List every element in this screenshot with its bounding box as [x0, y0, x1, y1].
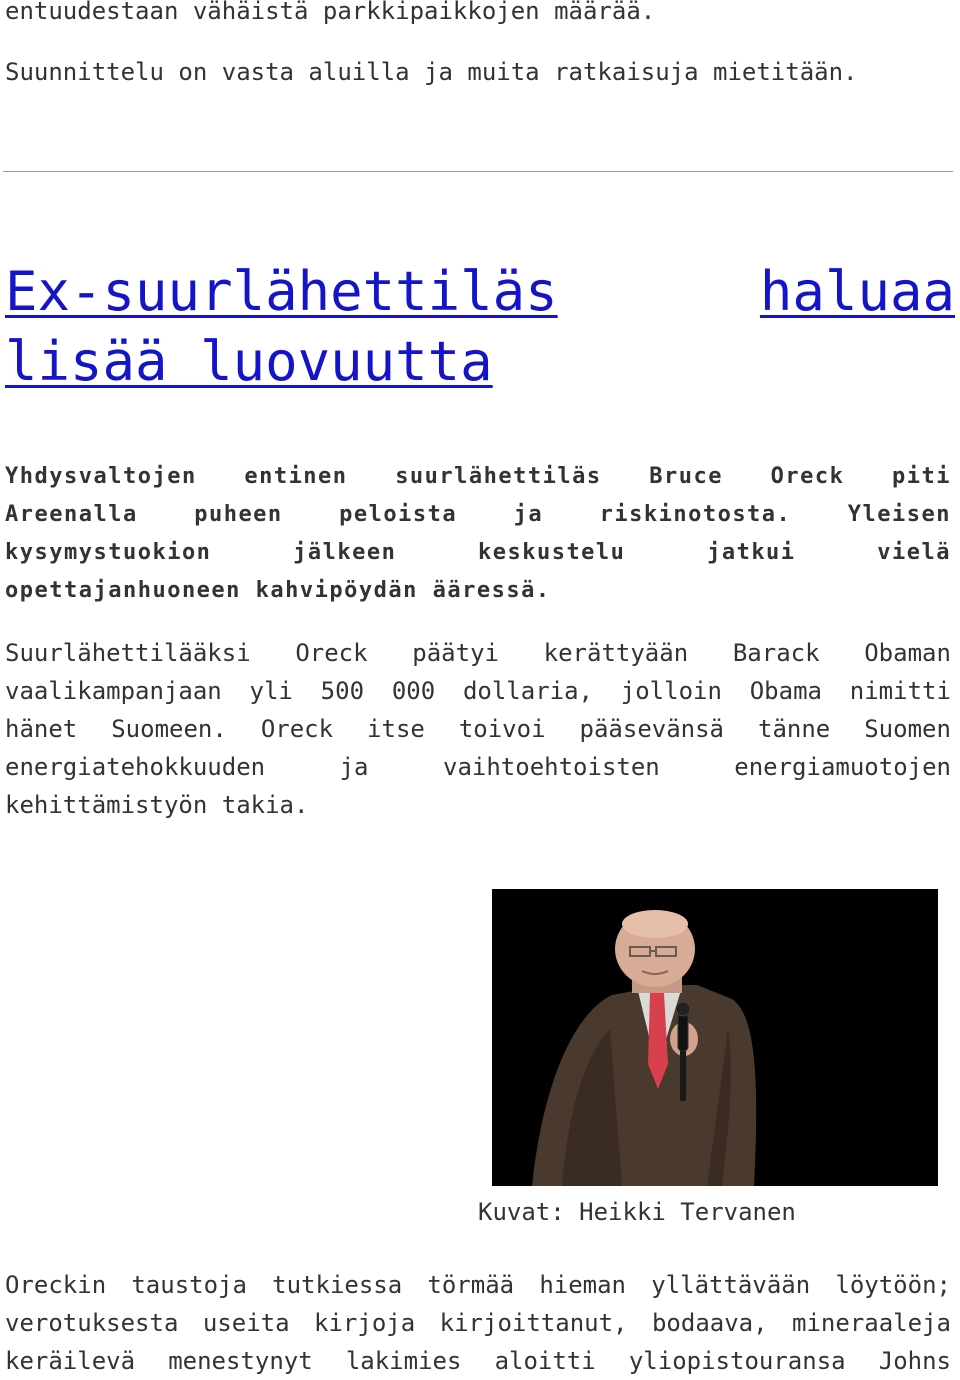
body-line: keräilevä menestynyt lakimies aloitti yliopistouransa Johns — [5, 1347, 951, 1375]
article-photo — [492, 889, 938, 1186]
lead-line: kysymystuokion jälkeen keskustelu jatkui vielä — [5, 540, 951, 565]
body-line: energiatehokkuuden ja vaihtoehtoisten energiamuotojen — [5, 753, 951, 781]
intro-line-2: Suunnittelu on vasta aluilla ja muita ratkaisuja mietitään. — [5, 58, 858, 86]
intro-line-1: entuudestaan vähäistä parkkipaikkojen määrää. — [5, 0, 656, 25]
headline-word-2[interactable]: haluaa — [759, 260, 955, 323]
speaker-photo-illustration — [492, 889, 938, 1186]
body-line: Suurlähettilääksi Oreck päätyi kerättyään Barack Obaman — [5, 639, 951, 667]
section-divider — [3, 171, 953, 172]
body-line: kehittämistyön takia. — [5, 791, 309, 819]
lead-line: Areenalla puheen peloista ja riskinotosta. Yleisen — [5, 502, 951, 527]
article-headline-link-line-2[interactable]: lisää luovuutta — [5, 330, 493, 393]
body-line: Oreckin taustoja tutkiessa törmää hieman yllättävään löytöön; — [5, 1271, 951, 1299]
lead-line: Yhdysvaltojen entinen suurlähettiläs Bruce Oreck piti — [5, 464, 951, 489]
article-headline-link[interactable] — [5, 257, 955, 327]
headline-word-1[interactable]: Ex-suurlähettiläs — [5, 260, 558, 323]
lead-line: opettajanhuoneen kahvipöydän ääressä. — [5, 578, 551, 603]
photo-caption: Kuvat: Heikki Tervanen — [478, 1198, 796, 1226]
body-line: hänet Suomeen. Oreck itse toivoi pääsevänsä tänne Suomen — [5, 715, 951, 743]
body-line: verotuksesta useita kirjoja kirjoittanut, bodaava, mineraaleja — [5, 1309, 951, 1337]
body-line: vaalikampanjaan yli 500 000 dollaria, jolloin Obama nimitti — [5, 677, 951, 705]
